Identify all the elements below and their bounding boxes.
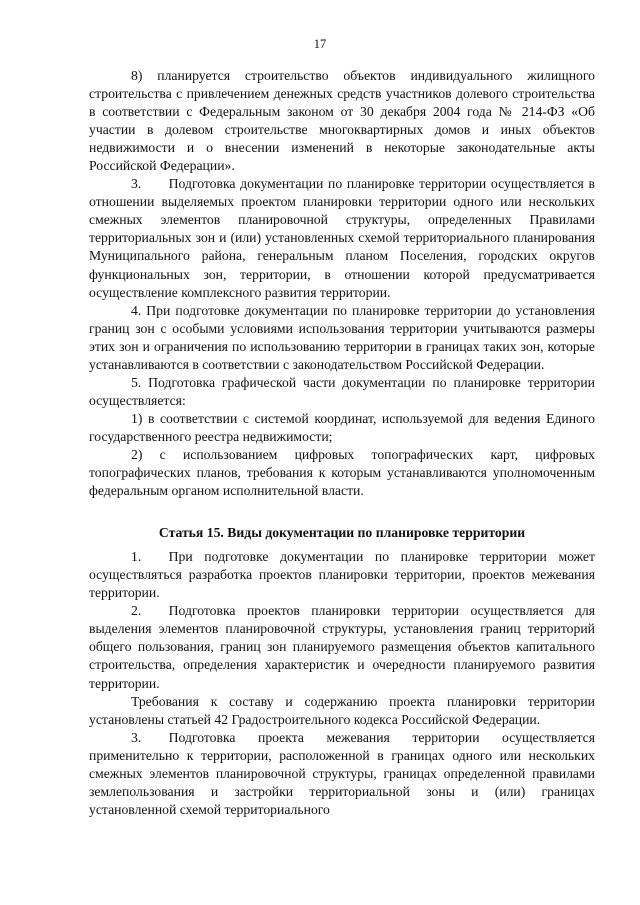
article-15-paragraph-3: 3. Подготовка проекта межевания территории осуществляется применительно к территории, расположенной в границах одного или нескольких смежных элементов планировочной структуры, границах определенной правилами землепользования и застройки территориальной зоны и (или) границах установленной схемой территориального [89, 729, 595, 817]
page-number: 17 [313, 37, 327, 51]
paragraph-3: 3. Подготовка документации по планировке территории осуществляется в отношении выделяемых проектом планировки территории одного или нескольких смежных элементов планировочной структуры, определенных Правилами территориальных зон и (или) установленных схемой территориального планирования Муниципального района, генеральным планом Поселения, городских округов функциональных зон, территории, в отношении которой предусматривается осуществление комплексного развития территории. [89, 176, 595, 300]
article-15-paragraph-1: 1. При подготовке документации по планировке территории может осуществляться разработка проектов планировки территории, проектов межевания территории. [89, 549, 595, 601]
list-item-1: 1) в соответствии с системой координат, используемой для ведения Единого государственного реестра недвижимости; [89, 410, 595, 444]
paragraph-5: 5. Подготовка графической части документации по планировке территории осуществляется: [89, 374, 595, 408]
list-item-2: 2) с использованием цифровых топографических карт, цифровых топографических планов, требования к которым устанавливаются уполномоченным федеральным органом исполнительной власти. [89, 446, 595, 499]
page-body [89, 67, 595, 819]
article-15-requirements-paragraph: Требования к составу и содержанию проекта планировки территории установлены статьей 42 Градостроительного кодекса Российской Федерации. [89, 693, 595, 727]
list-item-8: 8) планируется строительство объектов индивидуального жилищного строительства с привлечением денежных средств участников долевого строительства в соответствии с Федеральным законом от 30 декабря 2004 года № 214-ФЗ «Об участии в долевом строительстве многоквартирных домов и иных объектов недвижимости и о внесении изменений в некоторые законодательные акты Российской Федерации». [89, 68, 595, 174]
paragraph-4: 4. При подготовке документации по планировке территории до установления границ зон с особыми условиями использования территории учитываются размеры этих зон и ограничения по использованию территории в границах таких зон, которые устанавливаются в соответствии с законодательством Российской Федерации. [89, 302, 595, 372]
article-15-paragraph-2: 2. Подготовка проектов планировки территории осуществляется для выделения элементов планировочной структуры, установления границ территорий общего пользования, границ зон планируемого размещения объектов капитального строительства, определения характеристик и очередности планируемого развития территории. [89, 603, 595, 691]
article-15-heading: Статья 15. Виды документации по планировке территории [158, 525, 526, 541]
